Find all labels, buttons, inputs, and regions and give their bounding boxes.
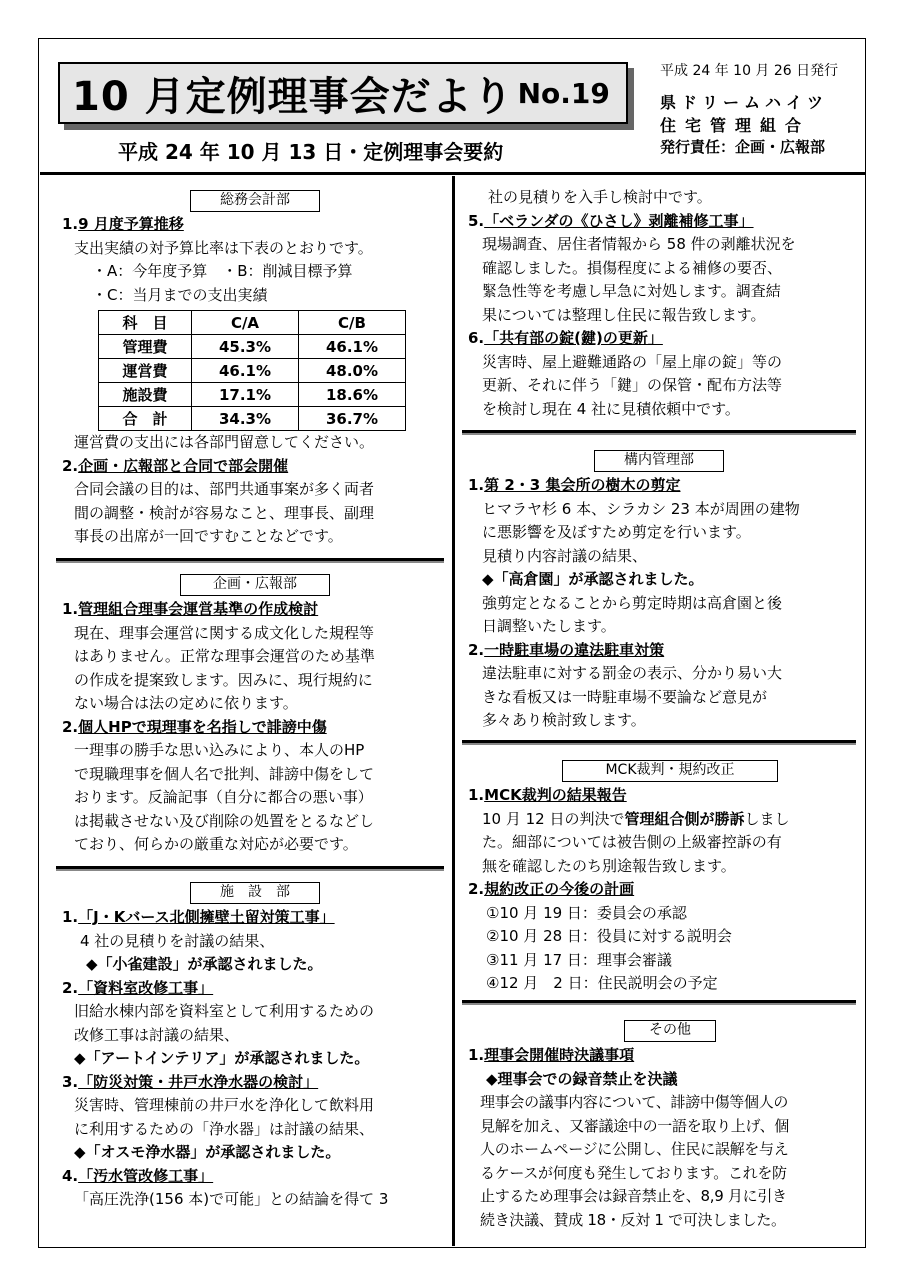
item-title: 「防災対策・井戸水浄水器の検討」 (78, 1072, 319, 1091)
body-text: 災害時、屋上避難通路の「屋上扉の錠」等の (482, 352, 783, 371)
item-title: 9 月度予算推移 (78, 215, 184, 233)
approval-result: ◆「高倉園」が承認されました。 (482, 570, 704, 588)
table-row (99, 359, 406, 383)
item-title: 管理組合理事会運営基準の作成検討 (78, 600, 319, 618)
body-text: 日調整いたします。 (482, 617, 616, 635)
header-divider (40, 172, 865, 175)
section-divider (462, 430, 856, 433)
legend-text: ・C：当月までの支出実績 (92, 285, 268, 304)
section-heading-kounai: 構内管理部 (594, 450, 724, 472)
publisher-info (660, 60, 860, 157)
mck-section (468, 784, 858, 996)
body-text: 改修工事は討議の結果、 (74, 1025, 240, 1044)
org-name-line2: 住宅管理組合 (660, 116, 811, 135)
body-text: 違法駐車に対する罰金の表示、分かり易い大 (482, 664, 783, 682)
table-cell: 34.3% (192, 407, 299, 431)
body-text: 見積り内容討議の結果、 (482, 546, 648, 565)
body-text: 一理事の勝手な思い込みにより、本人のHP (74, 741, 365, 759)
verdict-highlight: 管理組合側が勝訴 (624, 809, 745, 828)
approval-result: ◆「アートインテリア」が承認されました。 (74, 1049, 370, 1067)
table-header-row (99, 311, 406, 335)
schedule-item: ④12 月 2 日：住民説明会の予定 (486, 974, 718, 992)
item-title: 「汚水管改修工事」 (78, 1166, 214, 1185)
table-cell: 18.6% (299, 383, 406, 407)
item-title: 「資料室改修工事」 (78, 978, 214, 997)
item-title: 規約改正の今後の計画 (484, 880, 635, 898)
body-text: 社の見積りを入手し検討中です。 (488, 188, 712, 206)
item-number: 4. (62, 1166, 79, 1185)
body-text: 多々あり検討致します。 (482, 711, 646, 729)
item-number: 2. (62, 978, 79, 997)
item-number: 1. (468, 476, 485, 494)
table-row (99, 335, 406, 359)
item-title: 「共有部の錠(鍵)の更新」 (484, 329, 663, 347)
body-text: の作成を提案致します。因みに、現行規約に (74, 670, 373, 689)
body-text: 緊急性等を考慮し早急に対処します。調査結 (482, 282, 781, 300)
table-cell: 48.0% (299, 359, 406, 383)
item-title: 一時駐車場の違法駐車対策 (484, 640, 665, 659)
item-number: 1. (62, 600, 79, 618)
body-text: ない場合は法の定めに依ります。 (74, 694, 298, 712)
resolution-title: ◆理事会での録音禁止を決議 (486, 1069, 678, 1088)
table-header-cell: C/B (299, 311, 406, 335)
body-text: 確認しました。損傷程度による補修の要否、 (482, 258, 783, 277)
item-title: 理事会開催時決議事項 (484, 1046, 635, 1064)
table-cell: 36.7% (299, 407, 406, 431)
body-text (468, 808, 858, 832)
table-header-cell: C/A (192, 311, 299, 335)
item-title: MCK裁判の結果報告 (484, 786, 627, 804)
body-text: に悪影響を及ぼすため剪定を行います。 (482, 523, 751, 541)
body-text: 災害時、管理棟前の井戸水を浄化して飲料用 (74, 1096, 375, 1114)
sonota-section (468, 1044, 858, 1232)
item-number: 5. (468, 211, 485, 230)
item-title: 個人HPで現理事を名指しで誹謗中傷 (78, 717, 327, 736)
table-row (99, 407, 406, 431)
body-text: 間の調整・検討が容易なこと、理事長、副理 (74, 503, 375, 522)
body-text: を検討し現在 4 社に見積依頼中です。 (482, 399, 740, 418)
body-text: 人のホームページに公開し、住民に誤解を与え (480, 1140, 789, 1158)
table-cell: 46.1% (299, 335, 406, 359)
item-number: 1. (468, 786, 485, 804)
body-text: は掲載させない及び削除の処置をとるなどし (74, 811, 375, 830)
body-text: 更新、それに伴う「鍵」の保管・配布方法等 (482, 376, 783, 394)
item-number: 2. (62, 717, 79, 736)
body-text: 見解を加え、又審議途中の一語を取り上げ、個 (480, 1116, 790, 1135)
approval-result: ◆「オスモ浄水器」が承認されました。 (74, 1143, 341, 1161)
body-text: 4 社の見積りを討議の結果、 (80, 931, 275, 950)
body-text: 現場調査、居住者情報から 58 件の剥離状況を (482, 235, 796, 253)
legend-text: ・A：今年度予算 ・B：削減目標予算 (92, 262, 353, 280)
table-cell: 合 計 (99, 407, 192, 431)
section-heading-soumu: 総務会計部 (190, 190, 320, 212)
column-divider (452, 176, 455, 1246)
soumu-section (62, 213, 447, 307)
item-number: 6. (468, 329, 485, 347)
kikaku-section (62, 598, 447, 857)
org-name-line1: 県ドリームハイツ (660, 93, 829, 112)
section-heading-shisetsu: 施 設 部 (190, 882, 320, 904)
body-text: きな看板又は一時駐車場不要論など意見が (482, 687, 768, 706)
body-text: ており、何らかの厳重な対応が必要です。 (74, 835, 358, 853)
kounai-section (468, 474, 858, 733)
body-text: 運営費の支出には各部門留意してください。 (74, 433, 375, 451)
body-text: 続き決議、賛成 18・反対 1 で可決しました。 (480, 1210, 786, 1229)
table-cell: 運営費 (99, 359, 192, 383)
shisetsu-section-cont (468, 186, 858, 421)
schedule-item: ①10 月 19 日：委員会の承認 (486, 903, 687, 922)
body-text: るケースが何度も発生しております。これを防 (480, 1163, 787, 1182)
body-text: 事長の出席が一回ですむことなどです。 (74, 527, 343, 545)
body-text: 支出実績の対予算比率は下表のとおりです。 (74, 238, 373, 257)
table-row (99, 383, 406, 407)
responsible-dept: 発行責任：企画・広報部 (660, 138, 826, 156)
table-cell: 施設費 (99, 383, 192, 407)
body-text: 「高圧洗浄(156 本)で可能」との結論を得て 3 (74, 1190, 389, 1208)
body-text: に利用するための「浄水器」は討議の結果、 (74, 1119, 375, 1138)
table-header-cell: 科 目 (99, 311, 192, 335)
issue-number: No.19 (517, 76, 610, 110)
newsletter-title: 10 月定例理事会だより (72, 73, 514, 120)
section-heading-sonota: その他 (624, 1020, 716, 1042)
body-text-part: 10 月 12 日の判決で (482, 809, 625, 828)
body-text-part: しまし (744, 809, 790, 828)
body-text: おります。反論記事（自分に都合の悪い事） (74, 788, 373, 806)
body-text: 合同会議の目的は、部門共通事案が多く両者 (74, 480, 375, 498)
item-number: 2. (468, 880, 485, 898)
schedule-item: ②10 月 28 日：役員に対する説明会 (486, 927, 732, 945)
item-number: 3. (62, 1072, 79, 1091)
section-divider (56, 558, 444, 561)
body-text: 理事会の議事内容について、誹謗中傷等個人の (480, 1093, 789, 1111)
soumu-section-cont (62, 431, 447, 549)
table-cell: 45.3% (192, 335, 299, 359)
body-text: 無を確認したのち別途報告致します。 (482, 856, 736, 875)
item-number: 1. (468, 1046, 485, 1064)
item-title: 企画・広報部と合同で部会開催 (78, 456, 289, 475)
newsletter-title-box (58, 62, 628, 124)
item-title: 第 2・3 集会所の樹木の剪定 (484, 476, 681, 494)
schedule-item: ③11 月 17 日：理事会審議 (486, 950, 672, 969)
section-divider (462, 740, 856, 743)
body-text: 止するため理事会は録音禁止を、8,9 月に引き (480, 1187, 787, 1205)
body-text: 現在、理事会運営に関する成文化した規程等 (74, 623, 375, 642)
item-number: 2. (468, 640, 485, 659)
table-cell: 46.1% (192, 359, 299, 383)
table-cell: 管理費 (99, 335, 192, 359)
section-heading-kikaku: 企画・広報部 (180, 574, 330, 596)
body-text: 果については整理し住民に報告致します。 (482, 305, 766, 324)
item-title: 「ベランダの《ひさし》剥離補修工事」 (484, 211, 754, 230)
section-divider (56, 866, 444, 869)
section-divider (462, 1000, 856, 1003)
shisetsu-section (62, 906, 447, 1212)
body-text: 強剪定となることから剪定時期は高倉園と後 (482, 593, 783, 612)
issue-date: 平成 24 年 10 月 26 日発行 (660, 63, 839, 79)
body-text: 旧給水棟内部を資料室として利用するための (74, 1002, 375, 1020)
section-heading-mck: MCK裁判・規約改正 (562, 760, 778, 782)
item-number: 2. (62, 456, 79, 475)
approval-result: ◆「小雀建設」が承認されました。 (86, 955, 323, 973)
table-cell: 17.1% (192, 383, 299, 407)
body-text: ヒマラヤ杉 6 本、シラカシ 23 本が周囲の建物 (482, 499, 800, 518)
meeting-subtitle: 平成 24 年 10 月 13 日・定例理事会要約 (118, 140, 504, 164)
body-text: た。細部については被告側の上級審控訴の有 (482, 833, 782, 851)
item-title: 「J・Kバース北側擁壁土留対策工事」 (78, 908, 335, 926)
budget-table (98, 310, 406, 431)
body-text: で現職理事を個人名で批判、誹謗中傷をして (74, 764, 375, 783)
item-number: 1. (62, 215, 79, 233)
item-number: 1. (62, 908, 79, 926)
body-text: はありません。正常な理事会運営のため基準 (74, 647, 375, 665)
